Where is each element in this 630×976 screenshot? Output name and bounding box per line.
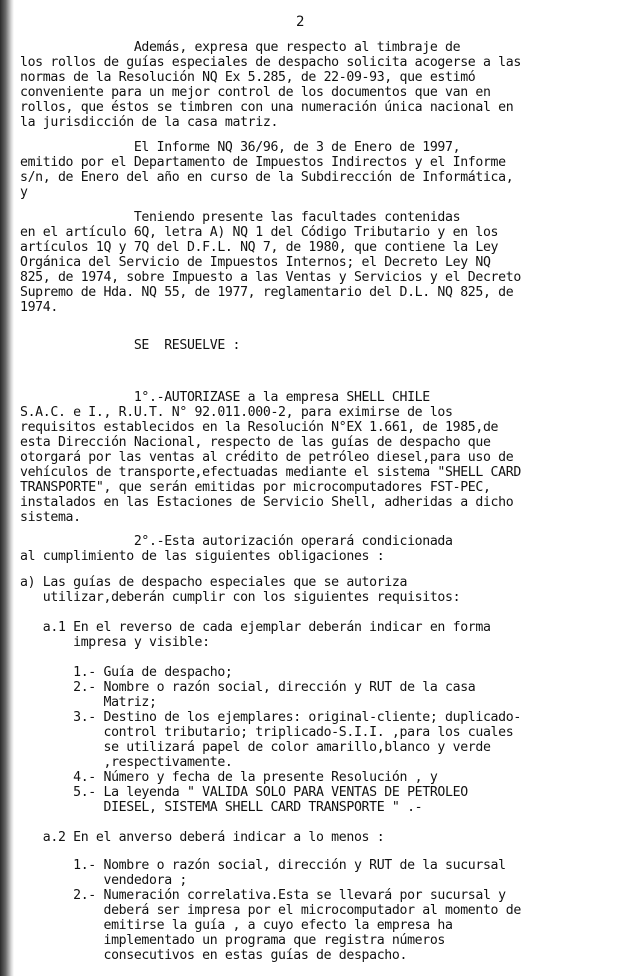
item-a2-line: a.2 En el anverso deberá indicar a lo menos : (20, 830, 385, 845)
paragraph-5-line: esta Dirección Nacional, respecto de las guías de despacho que (20, 435, 491, 450)
list-item-line: DIESEL, SISTEMA SHELL CARD TRANSPORTE " .- (20, 800, 423, 815)
paragraph-1-line: los rollos de guías especiales de despacho solicita acogerse a las (20, 55, 521, 70)
list-item-line: Matriz; (20, 695, 157, 710)
list-item-line: emitirse la guía , a cuyo efecto la empresa ha (20, 918, 453, 933)
page-number: 2 (296, 14, 305, 30)
paragraph-5-line: vehículos de transporte,efectuadas mediante el sistema "SHELL CARD (20, 465, 521, 480)
item-a-line: a) Las guías de despacho especiales que se autoriza (20, 575, 408, 590)
paragraph-6-line: 2°.-Esta autorización operará condicionada (20, 534, 453, 549)
paragraph-5-line: otorgará por las ventas al crédito de petróleo diesel,para uso de (20, 450, 514, 465)
list-item-line: se utilizará papel de color amarillo,blanco y verde (20, 740, 491, 755)
list-item-line: 4.- Número y fecha de la presente Resolución , y (20, 770, 438, 785)
item-a1-line: a.1 En el reverso de cada ejemplar deberán indicar en forma (20, 620, 491, 635)
paragraph-3-line: Teniendo presente las facultades contenidas (20, 210, 461, 225)
paragraph-2-line: emitido por el Departamento de Impuestos Indirectos y el Informe (20, 155, 506, 170)
list-item-line: consecutivos en estas guías de despacho. (20, 948, 408, 963)
paragraph-1-line: la jurisdicción de la casa matriz. (20, 115, 279, 130)
resolution-heading: SE RESUELVE : (20, 338, 241, 353)
item-a-line: utilizar,deberán cumplir con los siguientes requisitos: (20, 590, 461, 605)
paragraph-3-line: 825, de 1974, sobre Impuesto a las Ventas y Servicios y el Decreto (20, 270, 521, 285)
list-item-line: ,respectivamente. (20, 755, 233, 770)
list-item-line: control tributario; triplicado-S.I.I. ,para los cuales (20, 725, 514, 740)
paragraph-2-line: y (20, 185, 28, 200)
paragraph-6-line: al cumplimiento de las siguientes obligaciones : (20, 549, 385, 564)
paragraph-3-line: 1974. (20, 300, 58, 315)
list-item-line: vendedora ; (20, 873, 187, 888)
list-item-line: 5.- La leyenda " VALIDA SOLO PARA VENTAS DE PETROLEO (20, 785, 468, 800)
paragraph-3-line: artículos 1Q y 7Q del D.F.L. NQ 7, de 1980, que contiene la Ley (20, 240, 499, 255)
list-item-line: 2.- Numeración correlativa.Esta se llevará por sucursal y (20, 888, 506, 903)
list-item-line: deberá ser impresa por el microcomputador al momento de (20, 903, 521, 918)
paragraph-2-line: s/n, de Enero del año en curso de la Subdirección de Informática, (20, 170, 514, 185)
paragraph-5-line: sistema. (20, 510, 81, 525)
paragraph-3-line: Supremo de Hda. NQ 55, de 1977, reglamentario del D.L. NQ 825, de (20, 285, 514, 300)
paragraph-1-line: normas de la Resolución NQ Ex 5.285, de 22-09-93, que estimó (20, 70, 476, 85)
paragraph-5-line: 1°.-AUTORIZASE a la empresa SHELL CHILE (20, 390, 430, 405)
paragraph-1-line: conveniente para un mejor control de los documentos que van en (20, 85, 491, 100)
list-item-line: 1.- Nombre o razón social, dirección y RUT de la sucursal (20, 858, 506, 873)
paragraph-1-line: rollos, que éstos se timbren con una numeración única nacional en (20, 100, 514, 115)
paragraph-5-line: instalados en las Estaciones de Servicio Shell, adheridas a dicho (20, 495, 514, 510)
paragraph-3-line: en el artículo 6Q, letra A) NQ 1 del Código Tributario y en los (20, 225, 499, 240)
paragraph-3-line: Orgánica del Servicio de Impuestos Internos; el Decreto Ley NQ (20, 255, 491, 270)
paragraph-5-line: requisitos establecidos en la Resolución N°EX 1.661, de 1985,de (20, 420, 499, 435)
item-a1-line: impresa y visible: (20, 635, 210, 650)
paragraph-5-line: S.A.C. e I., R.U.T. N° 92.011.000-2, para eximirse de los (20, 405, 453, 420)
paragraph-2-line: El Informe NQ 36/96, de 3 de Enero de 1997, (20, 140, 461, 155)
paragraph-1-line: Además, expresa que respecto al timbraje de (20, 40, 461, 55)
paragraph-5-line: TRANSPORTE", que serán emitidas por microcomputadores FST-PEC, (20, 480, 491, 495)
list-item-line: 3.- Destino de los ejemplares: original-cliente; duplicado- (20, 710, 521, 725)
list-item-line: implementado un programa que registra números (20, 933, 446, 948)
list-item-line: 1.- Guía de despacho; (20, 665, 233, 680)
list-item-line: 2.- Nombre o razón social, dirección y RUT de la casa (20, 680, 476, 695)
